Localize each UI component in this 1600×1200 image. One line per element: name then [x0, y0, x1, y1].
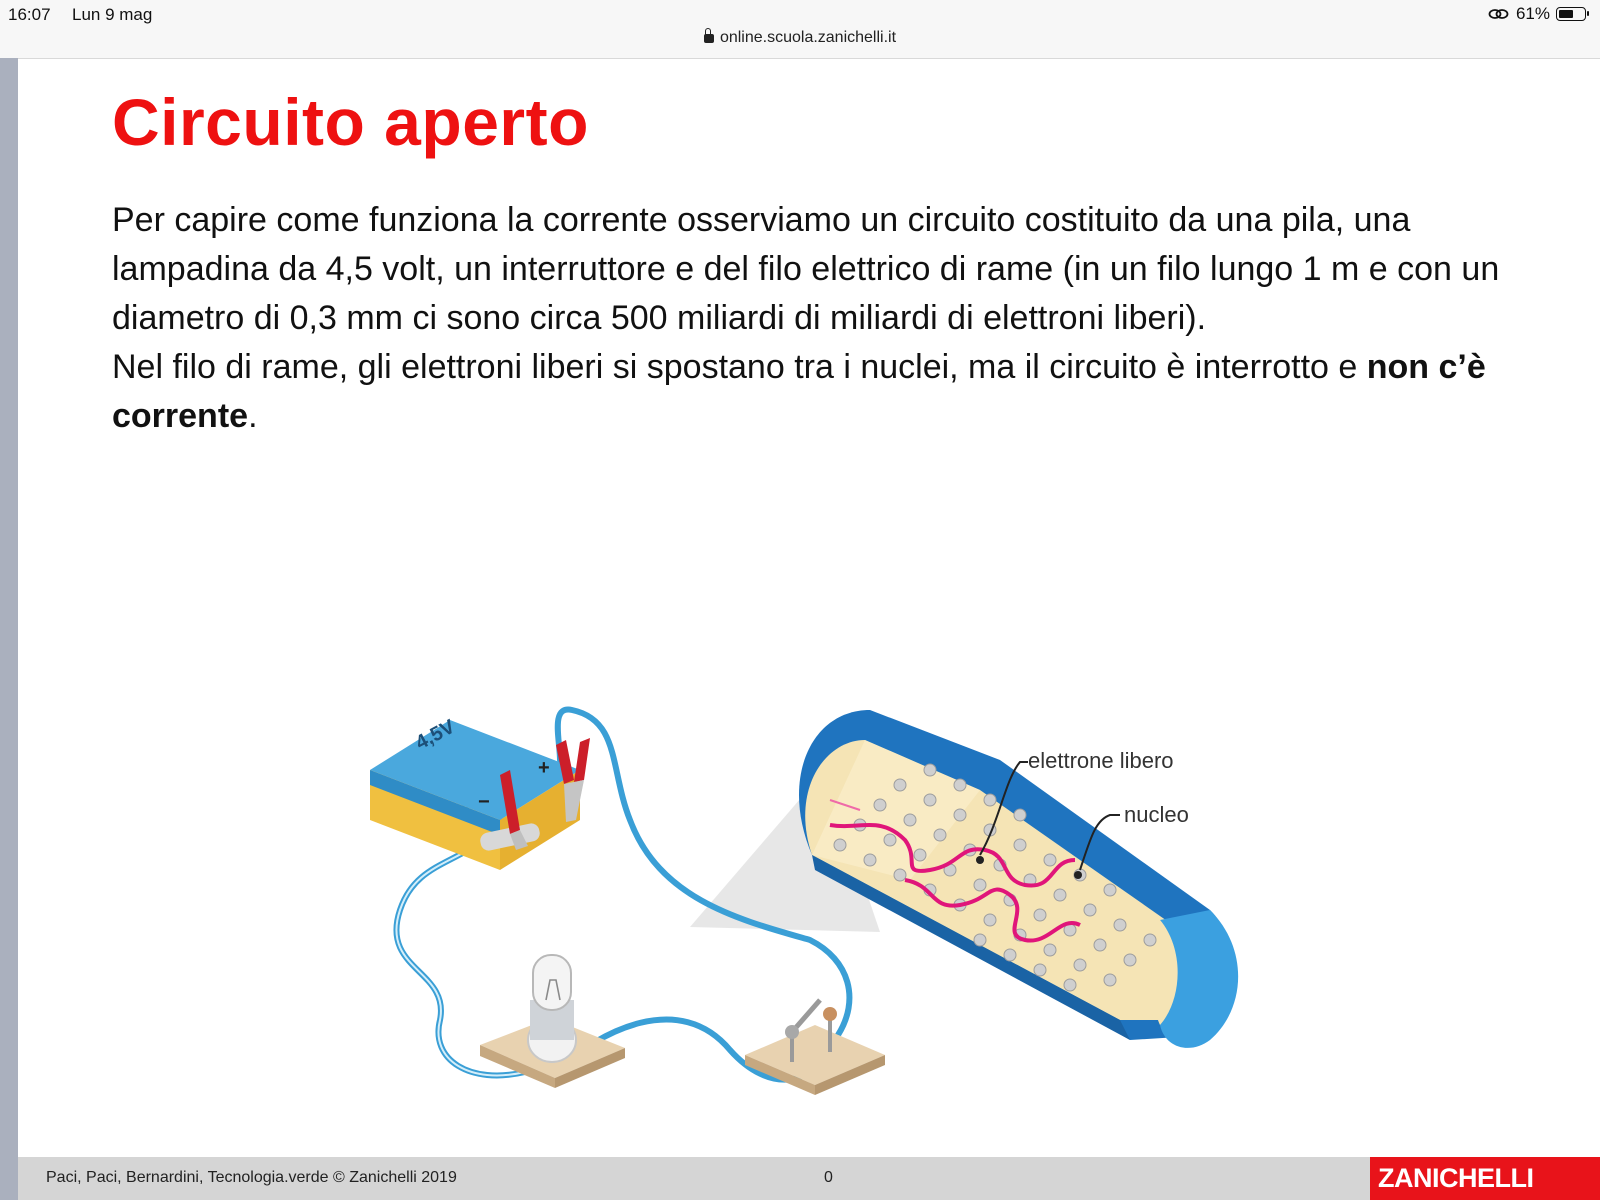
battery-plus: +	[538, 757, 550, 779]
battery-pack	[370, 715, 580, 870]
status-time: 16:07	[8, 5, 51, 24]
link-icon	[1488, 7, 1510, 21]
circuit-illustration	[360, 700, 1260, 1120]
paragraph-2-bold: non c’è corrente	[112, 348, 1486, 435]
battery-icon	[1556, 7, 1586, 21]
battery-minus: −	[478, 791, 490, 813]
paragraph-2	[112, 343, 1512, 441]
lamp	[480, 955, 625, 1088]
label-electron: elettrone libero	[1028, 748, 1174, 773]
status-bar	[0, 0, 1600, 59]
left-edge-strip	[0, 58, 18, 1200]
page-number: 0	[824, 1169, 833, 1186]
lock-icon	[704, 34, 714, 43]
slide-body	[112, 196, 1512, 441]
battery-label: 4,5V	[412, 715, 459, 755]
zanichelli-logo: ZANICHELLI	[1370, 1157, 1600, 1200]
paragraph-2-end: .	[248, 397, 258, 435]
slide-footer	[18, 1157, 1600, 1200]
address-bar[interactable]	[0, 29, 1600, 47]
footer-credit: Paci, Paci, Bernardini, Tecnologia.verde © Zanichelli 2019	[46, 1169, 457, 1186]
label-nucleus: nucleo	[1124, 802, 1189, 827]
url-text: online.scuola.zanichelli.it	[719, 29, 897, 46]
switch	[745, 1000, 885, 1095]
slide-title: Circuito aperto	[112, 85, 589, 159]
status-date: Lun 9 mag	[72, 5, 153, 24]
paragraph-1: Per capire come funziona la corrente osserviamo un circuito costituito da una pila, una lampadina da 4,5 volt, un interruttore e del filo elettrico di rame (in un filo lungo 1 m e con un diametro di 0,3 mm ci sono circa 500 miliardi di miliardi di elettroni liberi).	[112, 201, 1500, 337]
status-right	[1488, 4, 1586, 24]
battery-percent: 61%	[1515, 4, 1550, 23]
paragraph-2-start: Nel filo di rame, gli elettroni liberi si spostano tra i nuclei, ma il circuito è interrotto e	[112, 348, 1367, 386]
